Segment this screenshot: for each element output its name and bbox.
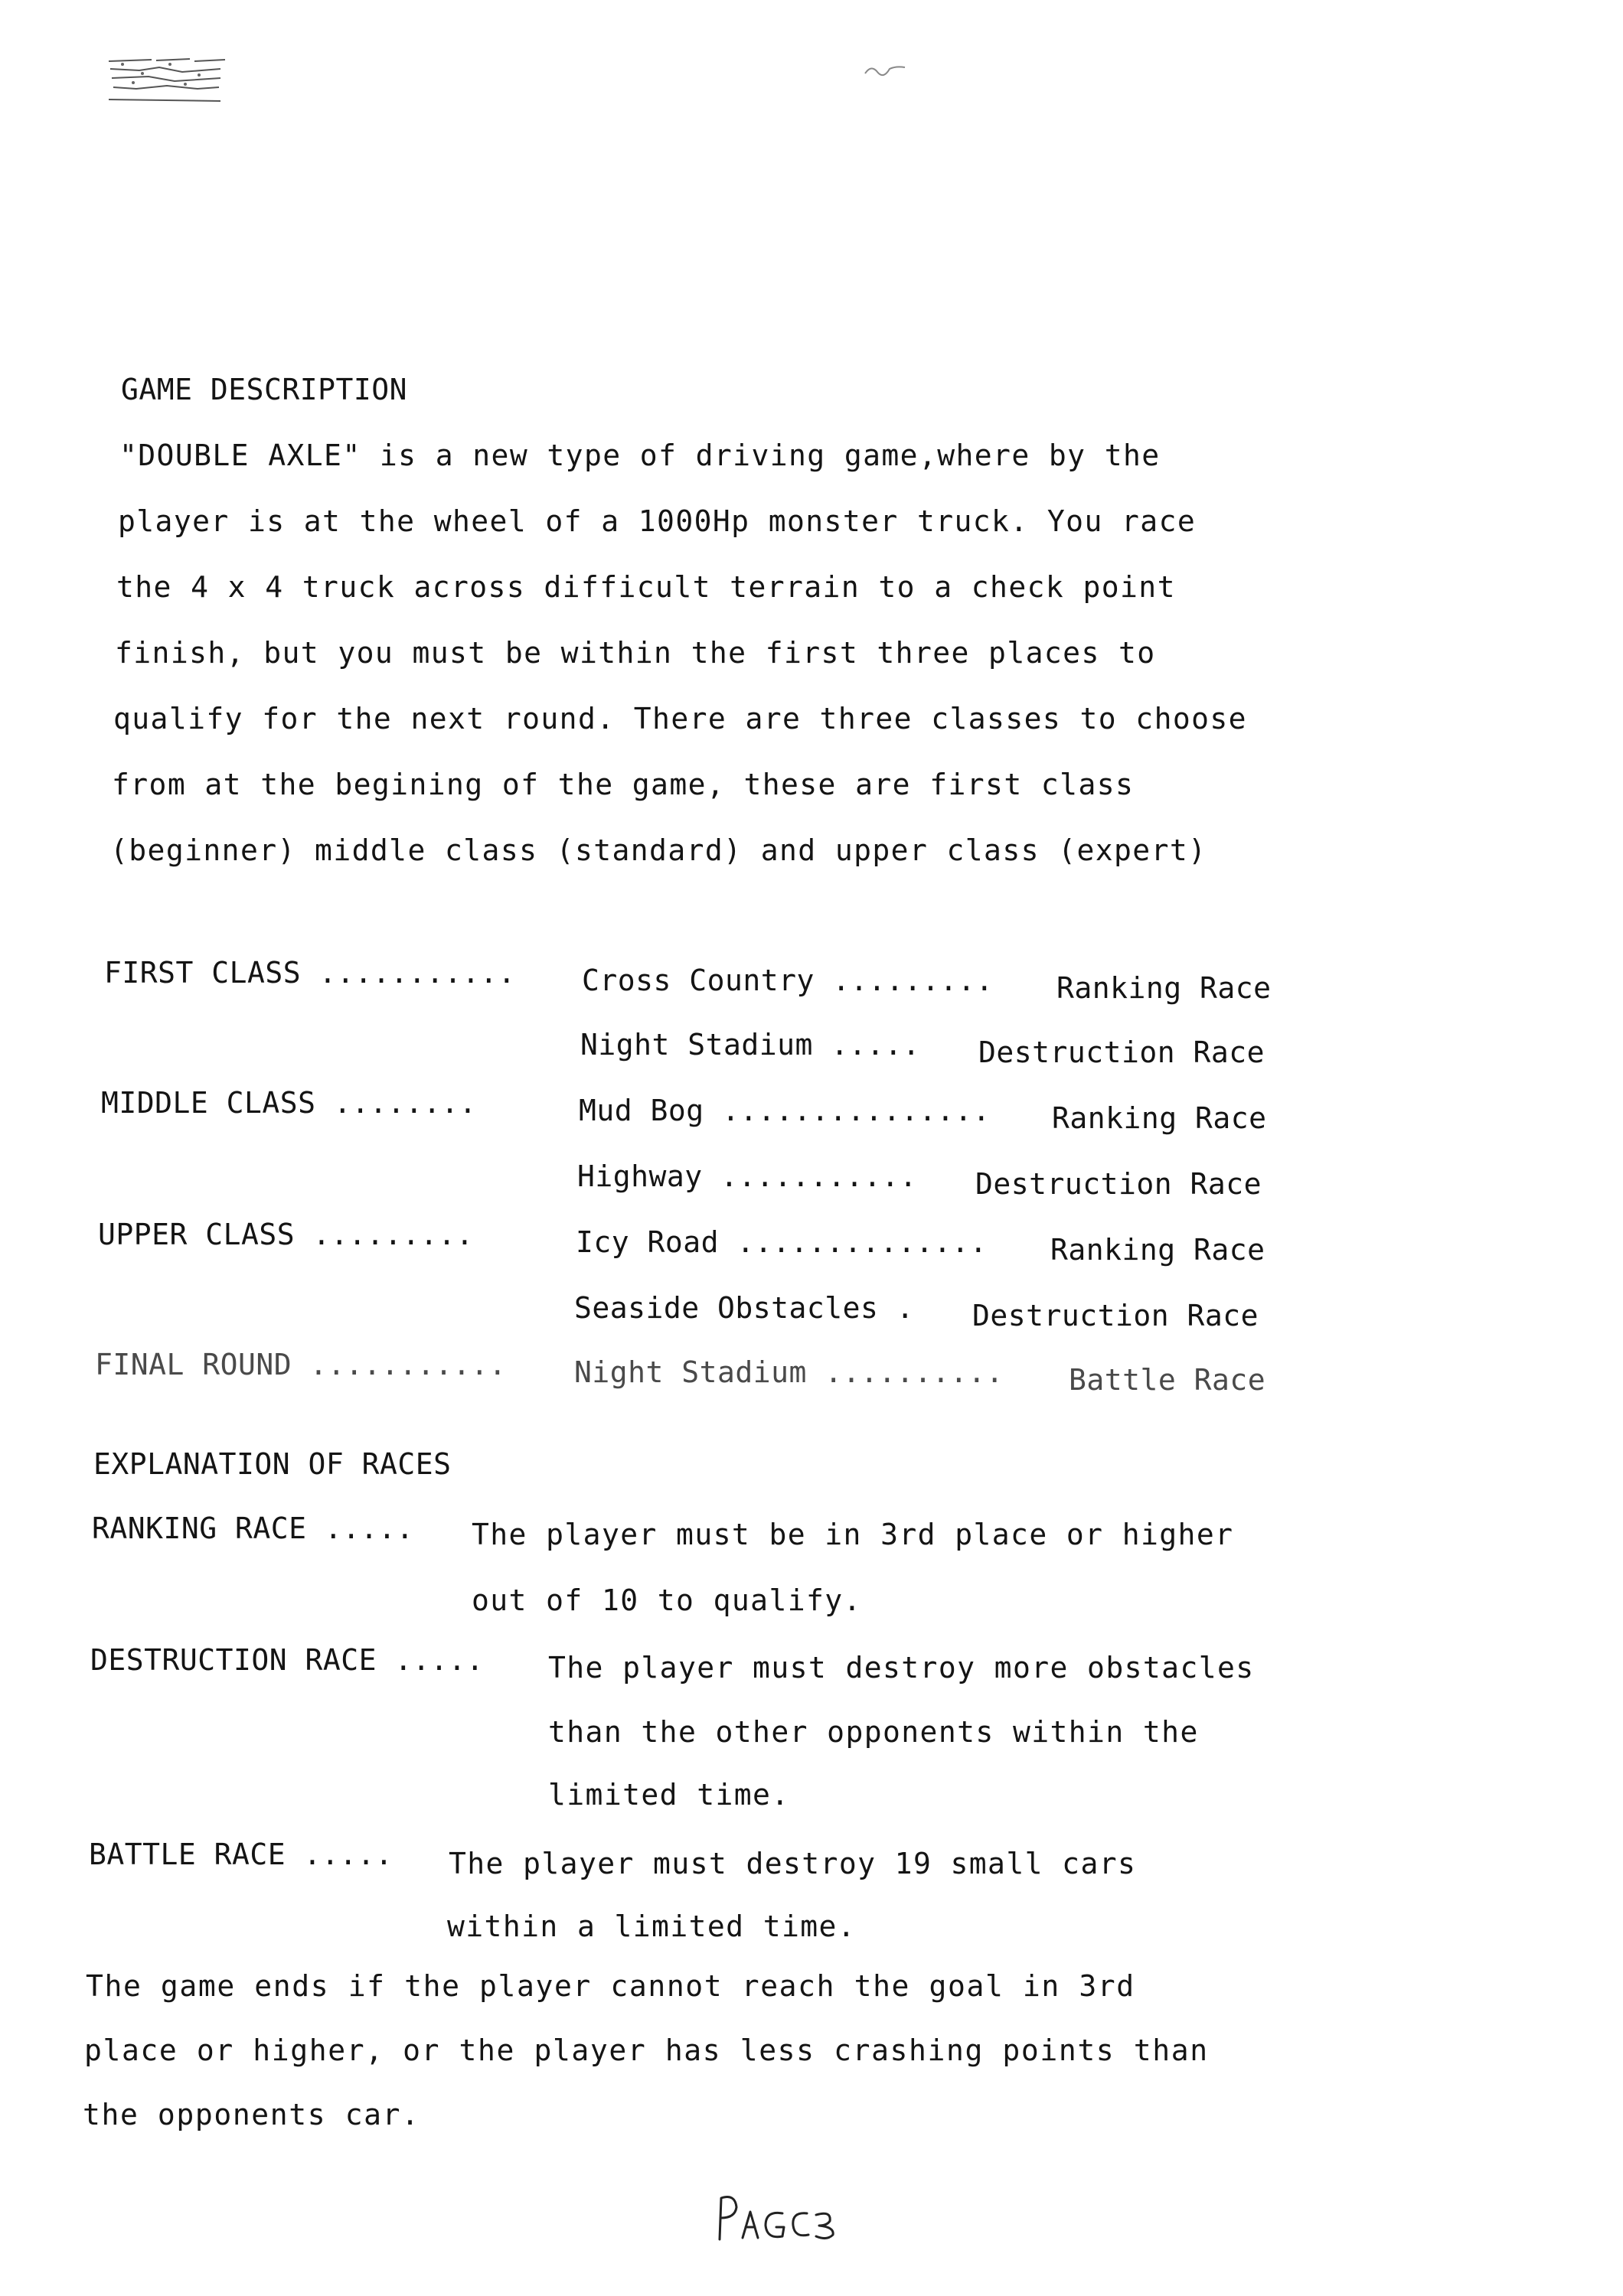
intro-line-7: (beginner) middle class (standard) and upper class (expert) (110, 833, 1207, 867)
class-row-5-course: Icy Road .............. (576, 1225, 988, 1259)
intro-line-6: from at the begining of the game, these are first class (112, 768, 1135, 801)
class-row-4-course: Highway ........... (577, 1159, 918, 1193)
battle-race-label: BATTLE RACE ..... (89, 1838, 394, 1871)
destruction-race-line-3: limited time. (548, 1778, 790, 1812)
class-row-7-race: Battle Race (1069, 1363, 1266, 1397)
class-row-1-label: FIRST CLASS ........... (104, 956, 516, 990)
class-row-5-race: Ranking Race (1050, 1233, 1265, 1267)
intro-line-5: qualify for the next round. There are three classes to choose (113, 702, 1247, 735)
battle-race-line-1: The player must destroy 19 small cars (449, 1847, 1137, 1880)
ranking-race-label: RANKING RACE ..... (92, 1512, 414, 1545)
intro-line-1: "DOUBLE AXLE" is a new type of driving game,where by the (119, 439, 1161, 472)
ending-line-1: The game ends if the player cannot reach the goal in 3rd (86, 1969, 1135, 2003)
class-row-1-course: Cross Country ......... (582, 964, 994, 997)
class-row-3-race: Ranking Race (1052, 1101, 1267, 1135)
battle-race-line-2: within a limited time. (447, 1910, 857, 1943)
class-row-7-course: Night Stadium .......... (574, 1355, 1004, 1389)
class-row-5-label: UPPER CLASS ......... (98, 1218, 474, 1251)
intro-line-2: player is at the wheel of a 1000Hp monster truck. You race (118, 504, 1197, 538)
class-row-3-label: MIDDLE CLASS ........ (101, 1086, 477, 1120)
explanation-heading: EXPLANATION OF RACES (93, 1447, 452, 1481)
class-row-3-course: Mud Bog ............... (579, 1094, 991, 1127)
intro-line-4: finish, but you must be within the first three places to (115, 636, 1156, 670)
destruction-race-label: DESTRUCTION RACE ..... (90, 1643, 485, 1677)
ink-stamp (106, 54, 228, 104)
ranking-race-line-2: out of 10 to qualify. (472, 1583, 862, 1617)
destruction-race-line-1: The player must destroy more obstacles (548, 1651, 1255, 1684)
ranking-race-line-1: The player must be in 3rd place or higher (472, 1518, 1234, 1551)
intro-line-3: the 4 x 4 truck across difficult terrain to a check point (116, 570, 1176, 604)
scan-mark (862, 58, 908, 81)
ending-line-2: place or higher, or the player has less crashing points than (84, 2033, 1209, 2067)
class-row-7-label: FINAL ROUND ........... (95, 1348, 507, 1381)
class-row-2-course: Night Stadium ..... (580, 1028, 921, 1062)
game-description-heading: GAME DESCRIPTION (121, 373, 408, 406)
destruction-race-line-2: than the other opponents within the (548, 1715, 1199, 1749)
class-row-2-race: Destruction Race (978, 1035, 1265, 1069)
class-row-4-race: Destruction Race (975, 1167, 1262, 1201)
class-row-6-course: Seaside Obstacles . (574, 1291, 915, 1325)
class-row-6-race: Destruction Race (972, 1299, 1259, 1332)
class-row-1-race: Ranking Race (1056, 971, 1272, 1005)
handwritten-page-mark (712, 2187, 850, 2249)
ending-line-3: the opponents car. (83, 2098, 420, 2131)
